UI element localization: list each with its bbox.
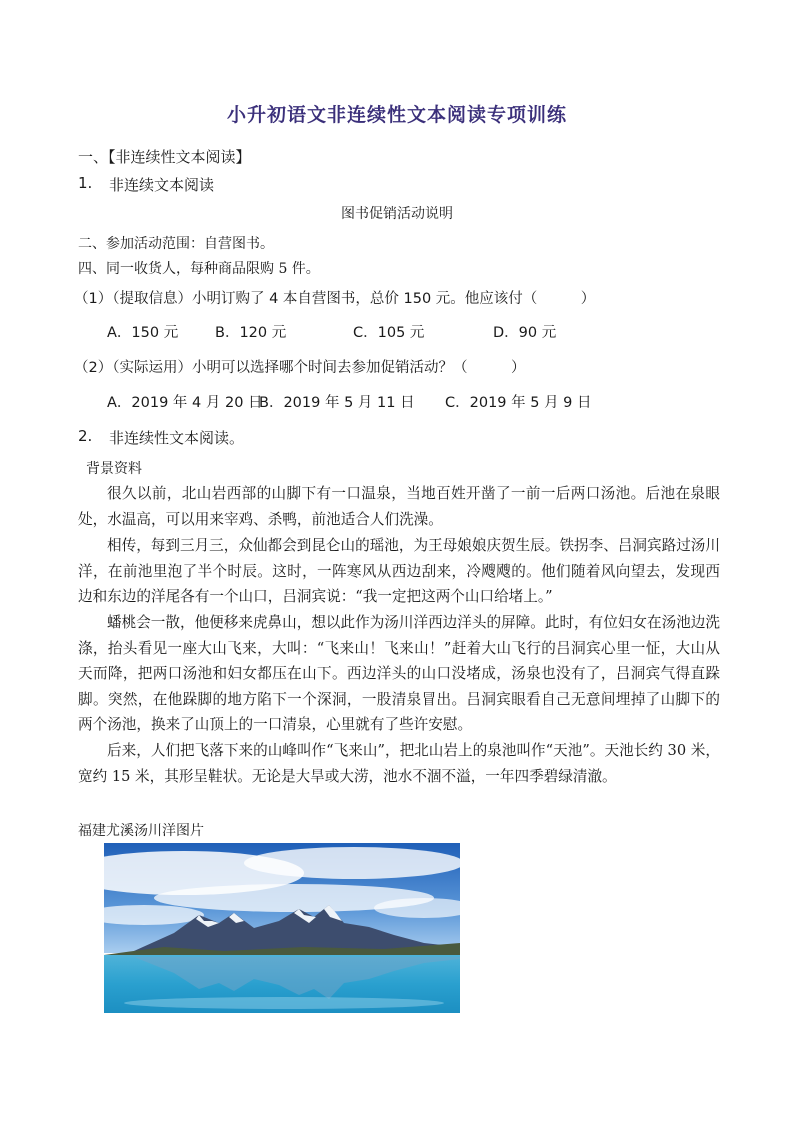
- sub-question-1-option-d[interactable]: D．90 元: [493, 325, 557, 341]
- question-1-label: 非连续文本阅读: [109, 176, 215, 194]
- sub-question-1-option-c[interactable]: C．105 元: [353, 325, 425, 341]
- sub-question-1-stem: （1）（提取信息）小明订购了 4 本自营图书，总价 150 元。他应该付（ ）: [74, 291, 596, 307]
- notice-title: 图书促销活动说明: [341, 206, 453, 222]
- question-2-number: 2.: [78, 427, 93, 445]
- story-paragraph-2: 相传，每到三月三，众仙都会到昆仑山的瑶池，为王母娘娘庆贺生辰。铁拐李、吕洞宾路过汤川洋，在前池里泡了半个时辰。这时，一阵寒风从西边刮来，冷飕飕的。他们随着风向望去，发现西边和东边的洋尾各有一个山口，吕洞宾说：“我一定把这两个山口给堵上。”: [78, 537, 720, 605]
- story-paragraph-4: 后来，人们把飞落下来的山峰叫作“飞来山”，把北山岩上的泉池叫作“天池”。天池长约 30 米，宽约 15 米，其形呈鞋状。无论是大旱或大涝，池水不涸不溢，一年四季碧绿清澈。: [78, 742, 720, 785]
- section-heading: 一、【非连续性文本阅读】: [78, 148, 251, 166]
- sub-question-2-option-c[interactable]: C．2019 年 5 月 9 日: [445, 395, 592, 411]
- sub-question-1-option-a[interactable]: A．150 元: [107, 325, 179, 341]
- notice-rule-4: 四、同一收货人，每种商品限购 5 件。: [78, 261, 320, 277]
- sub-question-2-option-a[interactable]: A．2019 年 4 月 20 日: [107, 395, 263, 411]
- sub-question-1-option-b[interactable]: B．120 元: [215, 325, 287, 341]
- notice-rule-2: 二、参加活动范围：自营图书。: [78, 236, 274, 252]
- sub-question-2-option-b[interactable]: B．2019 年 5 月 11 日: [259, 395, 415, 411]
- story-paragraph-3: 蟠桃会一散，他便移来虎鼻山，想以此作为汤川洋西边洋头的屏障。此时，有位妇女在汤池边洗涤，抬头看见一座大山飞来，大叫：“飞来山！飞来山！”赶着大山飞行的吕洞宾心里一怔，大山从天而降，把两口汤池和妇女都压在山下。西边洋头的山口没堵成，汤泉也没有了，吕洞宾气得直跺脚。突然，在他跺脚的地方陷下一个深洞，一股清泉冒出。吕洞宾眼看自己无意间埋掉了山脚下的两个汤池，换来了山顶上的一口清泉，心里就有了些许安慰。: [78, 614, 720, 733]
- page-title: 小升初语文非连续性文本阅读专项训练: [226, 104, 567, 126]
- question-1-number: 1.: [78, 174, 93, 192]
- landscape-photo: [104, 843, 460, 1013]
- image-caption: 福建尤溪汤川洋图片: [78, 823, 204, 839]
- background-label: 背景资料: [86, 461, 142, 477]
- sub-question-2-stem: （2）（实际运用）小明可以选择哪个时间去参加促销活动？（ ）: [74, 360, 526, 376]
- story-paragraph-1: 很久以前，北山岩西部的山脚下有一口温泉，当地百姓开凿了一前一后两口汤池。后池在泉眼处，水温高，可以用来宰鸡、杀鸭，前池适合人们洗澡。: [78, 485, 720, 528]
- question-2-label: 非连续性文本阅读。: [109, 429, 245, 447]
